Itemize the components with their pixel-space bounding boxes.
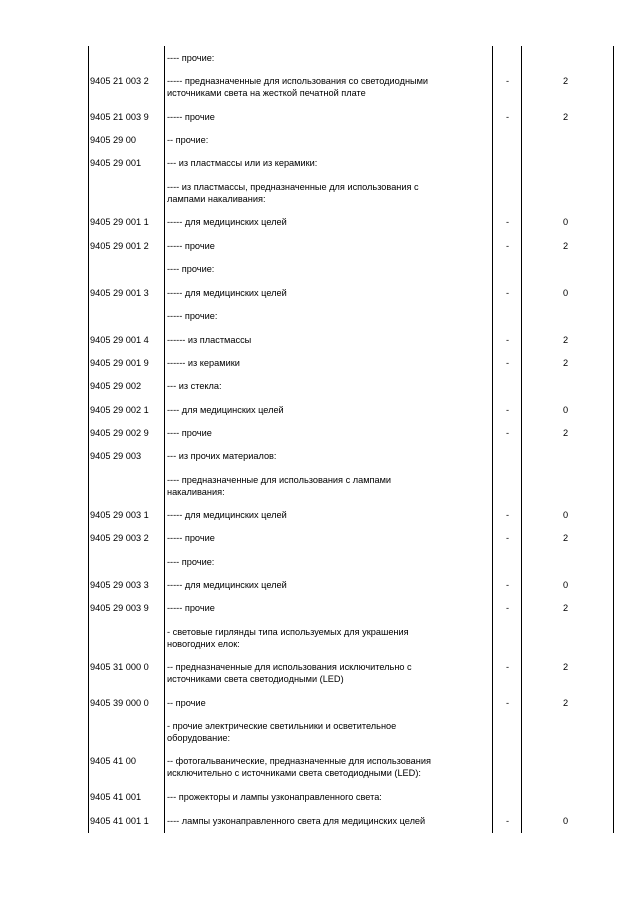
description-line: ----- для медицинских целей: [167, 510, 287, 520]
unit-cell: -: [506, 112, 510, 122]
column-divider: [88, 46, 89, 833]
unit-cell: -: [506, 510, 510, 520]
description-line: ---- прочие:: [167, 557, 215, 567]
description-line: ----- для медицинских целей: [167, 288, 287, 298]
rate-cell: 2: [563, 428, 569, 438]
rate-cell: 2: [563, 335, 569, 345]
description-line: новогодних елок:: [167, 639, 240, 649]
unit-cell: -: [506, 76, 510, 86]
tariff-code: 9405 31 000 0: [90, 662, 149, 672]
tariff-code: 9405 29 003 2: [90, 533, 149, 543]
description-line: ---- лампы узконаправленного света для медицинских целей: [167, 816, 426, 826]
description-line: -- прочие:: [167, 135, 209, 145]
unit-cell: -: [506, 580, 510, 590]
description-line: исключительно с источниками света светодиодными (LED):: [167, 768, 421, 778]
description-line: ---- предназначенные для использования с лампами: [167, 475, 392, 485]
rate-cell: 2: [563, 358, 569, 368]
description-line: --- из прочих материалов:: [167, 451, 277, 461]
description-line: -- прочие: [167, 698, 206, 708]
description-line: источниками света светодиодными (LED): [167, 674, 344, 684]
tariff-code: 9405 29 001 1: [90, 217, 149, 227]
description-line: --- прожекторы и лампы узконаправленного света:: [167, 792, 382, 802]
description-line: ----- прочие: [167, 603, 215, 613]
description-line: ----- для медицинских целей: [167, 580, 287, 590]
tariff-code: 9405 29 002 1: [90, 405, 149, 415]
tariff-code: 9405 29 001 4: [90, 335, 149, 345]
tariff-code: 9405 29 001 3: [90, 288, 149, 298]
rate-cell: 2: [563, 603, 569, 613]
rate-cell: 2: [563, 241, 569, 251]
tariff-code: 9405 29 003: [90, 451, 142, 461]
unit-cell: -: [506, 698, 510, 708]
tariff-code: 9405 41 001 1: [90, 816, 149, 826]
tariff-code: 9405 29 003 9: [90, 603, 149, 613]
rate-cell: 2: [563, 76, 569, 86]
unit-cell: -: [506, 358, 510, 368]
tariff-code: 9405 21 003 2: [90, 76, 149, 86]
unit-cell: -: [506, 405, 510, 415]
description-line: ---- из пластмассы, предназначенные для использования с: [167, 182, 419, 192]
description-line: ---- для медицинских целей: [167, 405, 284, 415]
description-line: ---- прочие: [167, 428, 212, 438]
rate-cell: 2: [563, 698, 569, 708]
description-line: ----- предназначенные для использования со светодиодными: [167, 76, 429, 86]
unit-cell: -: [506, 241, 510, 251]
description-line: источниками света на жесткой печатной плате: [167, 88, 366, 98]
description-line: ----- прочие: [167, 241, 215, 251]
tariff-code: 9405 21 003 9: [90, 112, 149, 122]
column-divider: [492, 46, 493, 833]
description-line: ---- прочие:: [167, 53, 215, 63]
description-line: ----- для медицинских целей: [167, 217, 287, 227]
tariff-code: 9405 29 003 1: [90, 510, 149, 520]
rate-cell: 2: [563, 112, 569, 122]
tariff-code: 9405 41 00: [90, 756, 136, 766]
tariff-code: 9405 29 001 9: [90, 358, 149, 368]
rate-cell: 0: [563, 217, 569, 227]
rate-cell: 0: [563, 580, 569, 590]
description-line: накаливания:: [167, 487, 225, 497]
tariff-code: 9405 29 001 2: [90, 241, 149, 251]
tariff-code: 9405 29 002: [90, 381, 142, 391]
rate-cell: 0: [563, 816, 569, 826]
description-line: лампами накаливания:: [167, 194, 266, 204]
rate-cell: 0: [563, 288, 569, 298]
unit-cell: -: [506, 533, 510, 543]
tariff-code: 9405 41 001: [90, 792, 142, 802]
unit-cell: -: [506, 288, 510, 298]
column-divider: [164, 46, 165, 833]
rate-cell: 2: [563, 662, 569, 672]
description-line: --- из стекла:: [167, 381, 222, 391]
tariff-code: 9405 29 002 9: [90, 428, 149, 438]
description-line: ----- прочие: [167, 112, 215, 122]
description-line: оборудование:: [167, 733, 231, 743]
description-line: ---- прочие:: [167, 264, 215, 274]
description-line: ------ из керамики: [167, 358, 240, 368]
rate-cell: 0: [563, 510, 569, 520]
unit-cell: -: [506, 603, 510, 613]
tariff-code: 9405 29 00: [90, 135, 136, 145]
column-divider: [521, 46, 522, 833]
column-divider: [613, 46, 614, 833]
unit-cell: -: [506, 428, 510, 438]
description-line: ----- прочие:: [167, 311, 218, 321]
tariff-code: 9405 29 001: [90, 158, 142, 168]
unit-cell: -: [506, 335, 510, 345]
description-line: --- из пластмассы или из керамики:: [167, 158, 318, 168]
description-line: -- фотогальванические, предназначенные для использования: [167, 756, 431, 766]
unit-cell: -: [506, 816, 510, 826]
description-line: -- предназначенные для использования исключительно с: [167, 662, 412, 672]
rate-cell: 0: [563, 405, 569, 415]
description-line: ----- прочие: [167, 533, 215, 543]
tariff-code: 9405 29 003 3: [90, 580, 149, 590]
unit-cell: -: [506, 662, 510, 672]
unit-cell: -: [506, 217, 510, 227]
rate-cell: 2: [563, 533, 569, 543]
description-line: - прочие электрические светильники и осветительное: [167, 721, 397, 731]
description-line: - световые гирлянды типа используемых для украшения: [167, 627, 409, 637]
description-line: ------ из пластмассы: [167, 335, 252, 345]
tariff-code: 9405 39 000 0: [90, 698, 149, 708]
